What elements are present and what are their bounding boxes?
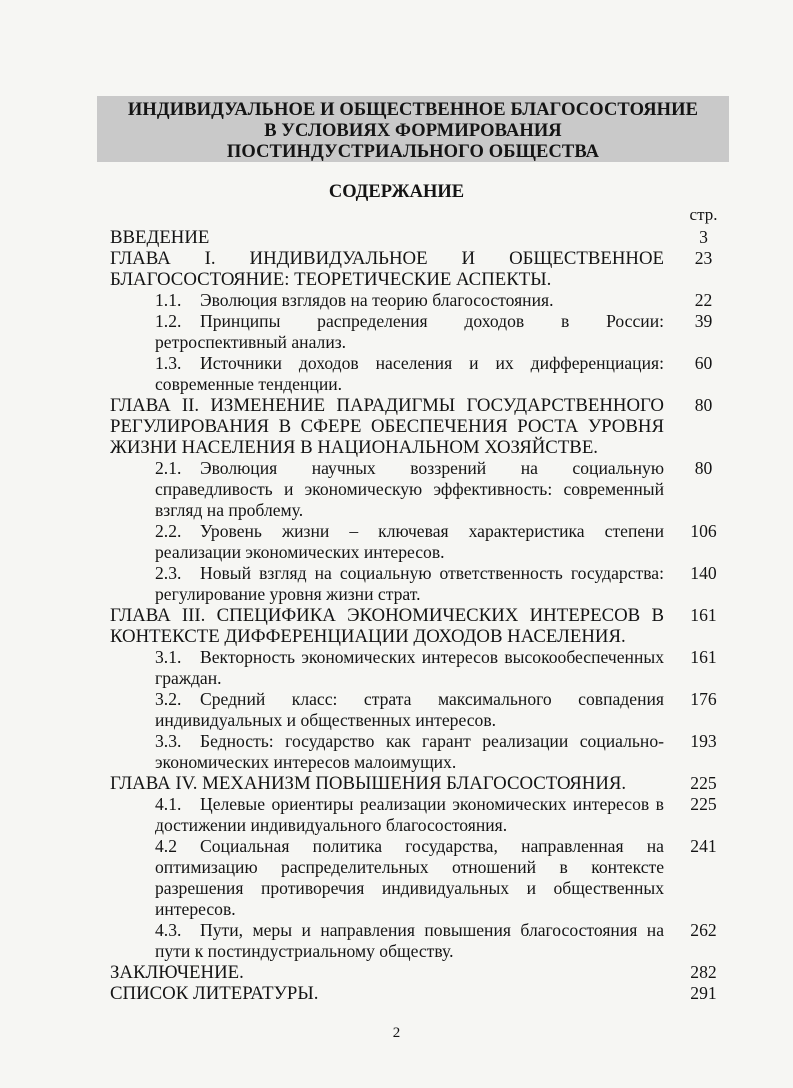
toc-entry-title: [110, 962, 664, 983]
toc-section-entry: [110, 521, 729, 563]
toc-entry-title: [110, 647, 664, 689]
title-line-3: ПОСТИНДУСТРИАЛЬНОГО ОБЩЕСТВА: [226, 142, 600, 162]
toc-section-entry: [110, 731, 729, 773]
toc-entry-text: ЗАКЛЮЧЕНИЕ.: [110, 962, 244, 983]
toc-entry-number: 2.1.: [155, 458, 182, 478]
toc-entry-text: Пути, меры и направления повышения благосостояния на пути к постиндустриальному обществу.: [155, 920, 664, 961]
toc-entry-title: [110, 920, 664, 962]
toc-entry-text: Бедность: государство как гарант реализации социально-экономических интересов малоимущих.: [155, 731, 664, 772]
toc-section-entry: [110, 290, 729, 311]
toc-entry-number: 1.2.: [155, 311, 182, 331]
toc-entry-page: 80: [694, 458, 713, 478]
toc-entry-page: 241: [690, 836, 717, 856]
toc-entry-page: 140: [690, 563, 717, 583]
toc-entry-text: Векторность экономических интересов высокообеспеченных граждан.: [155, 647, 664, 688]
toc-section-entry: [110, 794, 729, 836]
toc-entry-number: 4.2: [155, 836, 177, 856]
title-banner: [97, 96, 729, 162]
toc-chapter-entry: [110, 248, 729, 290]
toc-entry-title: [110, 353, 664, 395]
toc-entry-page: 60: [694, 353, 713, 373]
toc-section-entry: [110, 647, 729, 689]
toc-entry-page: 291: [690, 983, 717, 1003]
toc-section-entry: [110, 353, 729, 395]
toc-entry-title: [110, 311, 664, 353]
toc-entry-text: Эволюция научных воззрений на социальную справедливость и экономическую эффективность: современный взгляд на проблему.: [155, 458, 664, 520]
toc-entry-page: 106: [690, 521, 717, 541]
toc-entry-text: ГЛАВА III. СПЕЦИФИКА ЭКОНОМИЧЕСКИХ ИНТЕРЕСОВ В КОНТЕКСТЕ ДИФФЕРЕНЦИАЦИИ ДОХОДОВ НАСЕЛЕНИЯ.: [110, 605, 664, 647]
page-column-label: стр.: [689, 205, 718, 224]
toc-entry-title: [110, 794, 664, 836]
toc-entry-page: 176: [690, 689, 717, 709]
toc-chapter-entry: [110, 605, 729, 647]
toc-entry-number: 1.1.: [155, 290, 182, 310]
toc-entry-title: [110, 521, 664, 563]
toc-section-entry: [110, 458, 729, 521]
toc-entry-text: ГЛАВА IV. МЕХАНИЗМ ПОВЫШЕНИЯ БЛАГОСОСТОЯНИЯ.: [110, 773, 627, 794]
toc-entry-number: 4.1.: [155, 794, 182, 814]
toc-entry-page: 193: [690, 731, 717, 751]
toc-entry-page: 225: [690, 773, 717, 793]
toc-entry-page: 225: [690, 794, 717, 814]
toc-entry-text: Целевые ориентиры реализации экономических интересов в достижении индивидуального благосостояния.: [155, 794, 664, 835]
toc-section-entry: [110, 920, 729, 962]
toc-entry-number: 2.2.: [155, 521, 182, 541]
toc-entry-page: 80: [694, 395, 713, 415]
toc-entry-title: [110, 836, 664, 920]
toc-entry-number: 3.3.: [155, 731, 182, 751]
toc-entry-title: [110, 563, 664, 605]
toc-section-entry: [110, 311, 729, 353]
toc-entry-text: Социальная политика государства, направленная на оптимизацию распределительных отношений в контексте разрешения противоречия индивидуальных и общественных интересов.: [155, 836, 664, 919]
toc-entry-title: [110, 248, 664, 290]
toc-section-entry: [110, 689, 729, 731]
toc-entry-title: [110, 731, 664, 773]
toc-entry-number: 2.3.: [155, 563, 182, 583]
toc-heading: СОДЕРЖАНИЕ: [328, 182, 465, 202]
toc-entry-title: [110, 395, 664, 458]
toc-entry-page: 282: [690, 962, 717, 982]
toc-entry-page: 22: [694, 290, 713, 310]
toc-entry-title: [110, 605, 664, 647]
toc-entry-title: [110, 773, 664, 794]
toc-entry-text: ГЛАВА II. ИЗМЕНЕНИЕ ПАРАДИГМЫ ГОСУДАРСТВЕННОГО РЕГУЛИРОВАНИЯ В СФЕРЕ ОБЕСПЕЧЕНИЯ РОСТА УРОВНЯ ЖИЗНИ НАСЕЛЕНИЯ В НАЦИОНАЛЬНОМ ХОЗЯЙСТВЕ.: [110, 395, 664, 458]
toc-entry-text: СПИСОК ЛИТЕРАТУРЫ.: [110, 983, 319, 1004]
page-number: 2: [392, 1025, 401, 1041]
toc-entry-page: 161: [690, 605, 717, 625]
toc-entry-title: [110, 458, 664, 521]
toc-entry-number: 3.2.: [155, 689, 182, 709]
toc-entry-text: Уровень жизни – ключевая характеристика степени реализации экономических интересов.: [155, 521, 664, 562]
toc-entry-title: [110, 689, 664, 731]
toc-entry-text: Новый взгляд на социальную ответственность государства: регулирование уровня жизни страт.: [155, 563, 664, 604]
toc-entry-page: 39: [694, 311, 713, 331]
toc-entry-title: [110, 290, 664, 311]
toc-chapter-entry: [110, 983, 729, 1004]
toc-entry-title: [110, 983, 664, 1004]
toc-chapter-entry: [110, 395, 729, 458]
toc-chapter-entry: [110, 962, 729, 983]
title-line-2: В УСЛОВИЯХ ФОРМИРОВАНИЯ: [264, 121, 562, 141]
toc-chapter-entry: [110, 227, 729, 248]
toc-entry-number: 4.3.: [155, 920, 182, 940]
toc-entry-text: ГЛАВА I. ИНДИВИДУАЛЬНОЕ И ОБЩЕСТВЕННОЕ БЛАГОСОСТОЯНИЕ: ТЕОРЕТИЧЕСКИЕ АСПЕКТЫ.: [110, 248, 664, 290]
toc-section-entry: [110, 563, 729, 605]
toc-entry-number: 1.3.: [155, 353, 182, 373]
toc-entry-text: Средний класс: страта максимального совпадения индивидуальных и общественных интересов.: [155, 689, 664, 730]
toc-section-entry: [110, 836, 729, 920]
toc-entry-text: Источники доходов населения и их дифференциация: современные тенденции.: [155, 353, 664, 394]
toc-entry-text: Эволюция взглядов на теорию благосостояния.: [200, 290, 554, 310]
toc-entry-text: ВВЕДЕНИЕ: [110, 227, 210, 248]
toc-entry-text: Принципы распределения доходов в России: ретроспективный анализ.: [155, 311, 664, 352]
toc-entry-page: 161: [690, 647, 717, 667]
toc-entry-title: [110, 227, 664, 248]
toc-entry-page: 262: [690, 920, 717, 940]
toc-entry-page: 3: [699, 227, 708, 247]
toc-entry-page: 23: [694, 248, 713, 268]
title-line-1: ИНДИВИДУАЛЬНОЕ И ОБЩЕСТВЕННОЕ БЛАГОСОСТОЯНИЕ: [127, 100, 699, 120]
toc-chapter-entry: [110, 773, 729, 794]
table-of-contents: [110, 227, 729, 1004]
toc-entry-number: 3.1.: [155, 647, 182, 667]
